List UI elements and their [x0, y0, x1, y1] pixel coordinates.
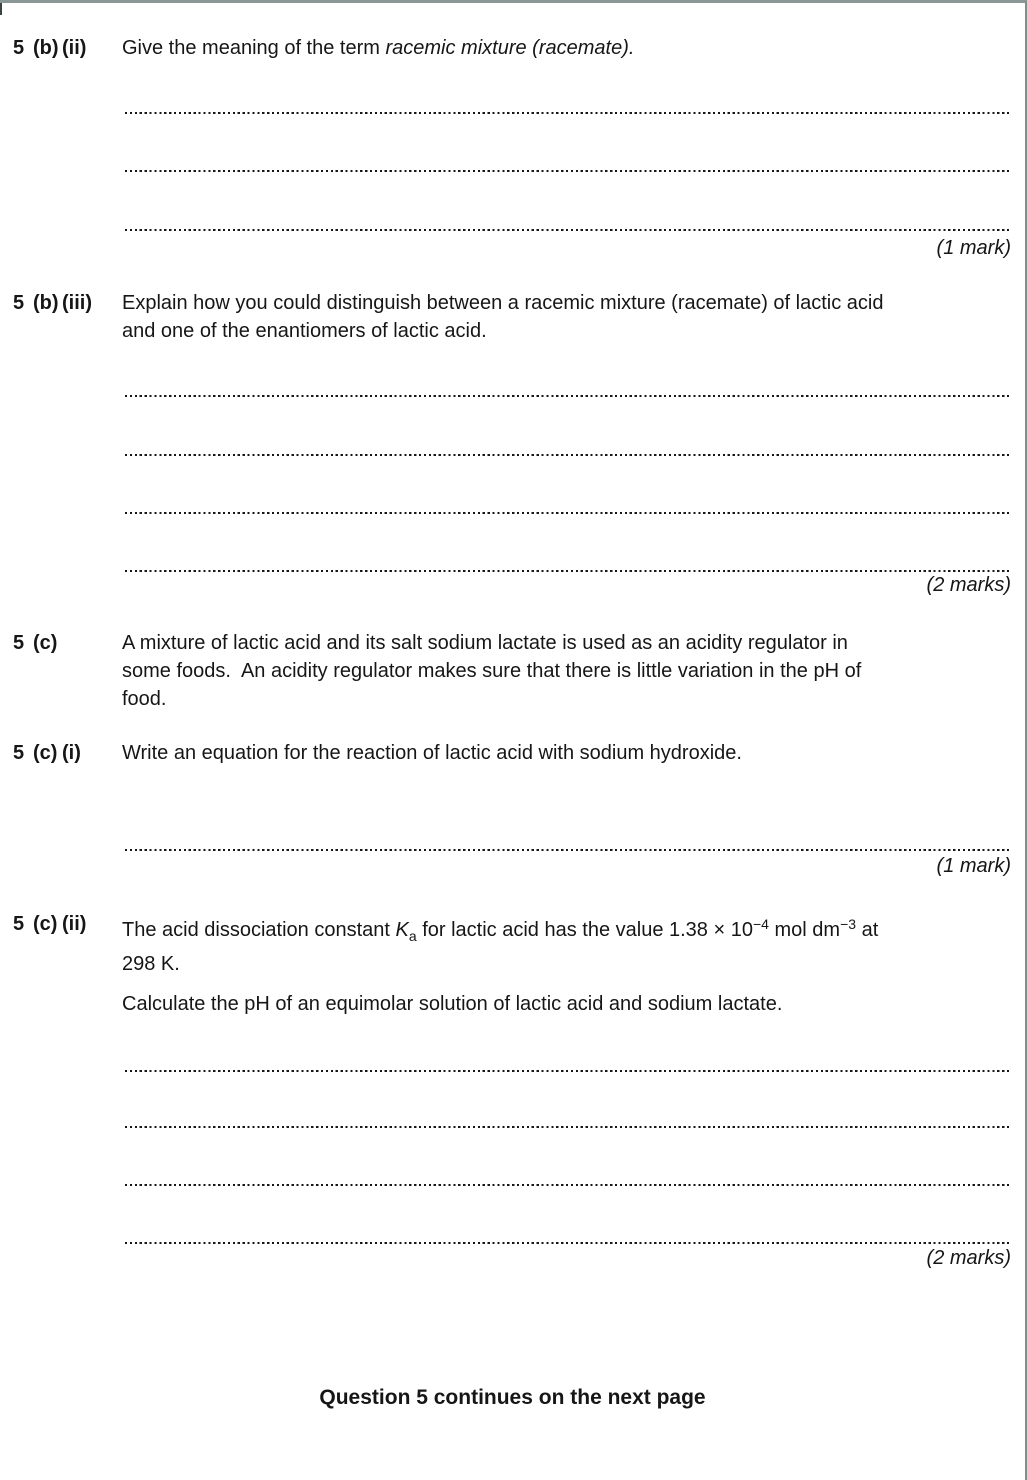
question-label [13, 34, 121, 62]
answer-line [125, 395, 1011, 397]
question-text [122, 289, 1013, 345]
question-line: Calculate the pH of an equimolar solution of lactic acid and sodium lactate. [122, 993, 783, 1015]
answer-line [125, 454, 1011, 456]
marks-label: (1 mark) [936, 855, 1011, 877]
answer-line [125, 112, 1011, 114]
question-label [13, 910, 121, 938]
marks-label: (1 mark) [936, 237, 1011, 259]
marks-label: (2 marks) [926, 1247, 1011, 1269]
ka-symbol: K [395, 919, 409, 941]
scan-artifact-mark [0, 3, 2, 15]
answer-line [125, 1070, 1011, 1072]
answer-line [125, 512, 1011, 514]
question-line [122, 910, 1013, 950]
answer-line [125, 1242, 1011, 1244]
question-part: (c) [33, 913, 58, 935]
question-subpart: (ii) [62, 913, 87, 935]
ka-subscript: a [408, 928, 417, 944]
question-line [122, 34, 1013, 62]
question-subpart: (i) [62, 742, 81, 764]
question-part: (c) [33, 632, 58, 654]
question-part: (c) [33, 742, 58, 764]
answer-line [125, 570, 1011, 572]
question-part: (b) [33, 292, 59, 314]
question-line: A mixture of lactic acid and its salt sodium lactate is used as an acidity regulator in [122, 632, 848, 654]
answer-line [125, 229, 1011, 231]
question-text-regular: for lactic acid has the value 1.38 × 10 [416, 919, 753, 941]
question-text-regular: Give the meaning of the term [122, 37, 386, 59]
question-line: Write an equation for the reaction of lactic acid with sodium hydroxide. [122, 742, 742, 764]
question-label [13, 629, 121, 657]
question-line: food. [122, 688, 167, 710]
answer-line [125, 849, 1011, 851]
question-text [122, 910, 1013, 978]
question-label [13, 739, 121, 767]
question-subpart: (ii) [62, 37, 87, 59]
question-label [13, 289, 121, 317]
question-line: and one of the enantiomers of lactic acid. [122, 320, 487, 342]
question-text [122, 629, 1013, 713]
question-number: 5 [13, 37, 25, 59]
question-text [122, 34, 1013, 62]
exponent-superscript: −3 [840, 916, 857, 932]
question-text-regular: mol dm [768, 919, 841, 941]
footer-continuation-note: Question 5 continues on the next page [319, 1386, 706, 1409]
question-subpart: (iii) [62, 292, 92, 314]
question-line: Explain how you could distinguish between a racemic mixture (racemate) of lactic acid [122, 292, 884, 314]
question-text-regular: The acid dissociation constant [122, 919, 396, 941]
question-line: 298 K. [122, 953, 180, 975]
question-number: 5 [13, 632, 25, 654]
question-number: 5 [13, 292, 25, 314]
answer-line [125, 170, 1011, 172]
marks-label: (2 marks) [926, 574, 1011, 596]
question-text-regular: at [856, 919, 879, 941]
question-number: 5 [13, 913, 25, 935]
question-part: (b) [33, 37, 59, 59]
question-text [122, 990, 1013, 1018]
question-text [122, 739, 1013, 767]
exponent-superscript: −4 [752, 916, 769, 932]
answer-line [125, 1184, 1011, 1186]
question-line: some foods. An acidity regulator makes sure that there is little variation in the pH of [122, 660, 862, 682]
question-text-italic-term: racemic mixture (racemate). [385, 37, 635, 59]
answer-line [125, 1126, 1011, 1128]
question-number: 5 [13, 742, 25, 764]
